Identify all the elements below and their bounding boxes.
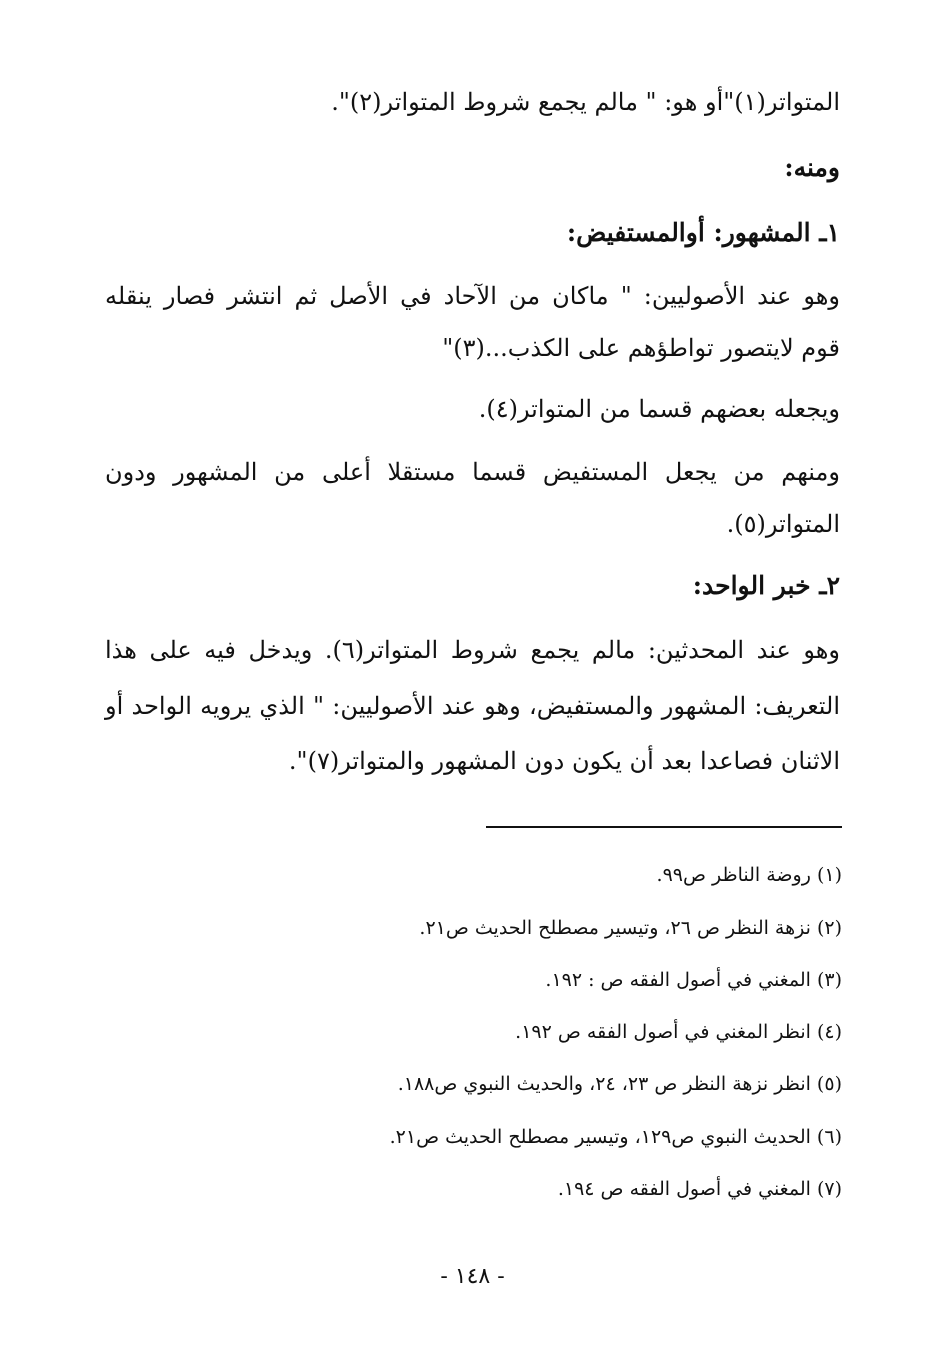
body-line-1: المتواتر(١)"أو هو: " مالم يجمع شروط المتواتر(٢)". [331,88,840,116]
heading-mashhur: ١ـ المشهور: أوالمستفيض: [566,218,840,247]
footnote-4: (٤) انظر المغني في أصول الفقه ص ١٩٢. [515,1021,842,1043]
body-line-10: وهو عند المحدثين: مالم يجمع شروط المتواتر(٦). ويدخل فيه على هذا [105,636,840,664]
body-line-5: قوم لايتصور تواطؤهم على الكذب...(٣)" [442,334,840,362]
body-line-6: ويجعله بعضهم قسما من المتواتر(٤). [478,395,840,423]
footnote-5: (٥) انظر نزهة النظر ص ٢٣، ٢٤، والحديث النبوي ص١٨٨. [397,1073,842,1095]
footnote-1: (١) روضة الناظر ص٩٩. [656,864,842,886]
footnote-3: (٣) المغني في أصول الفقه ص : ١٩٢. [545,969,842,991]
body-line-8: المتواتر(٥). [726,510,840,538]
footnote-6: (٦) الحديث النبوي ص١٢٩، وتيسير مصطلح الحديث ص٢١. [389,1126,842,1148]
footnote-2: (٢) نزهة النظر ص ٢٦، وتيسير مصطلح الحديث ص٢١. [419,917,842,939]
page-number: - ١٤٨ - [440,1264,505,1289]
body-line-11: التعريف: المشهور والمستفيض، وهو عند الأصوليين: " الذي يرويه الواحد أو [105,692,840,720]
body-line-4: وهو عند الأصوليين: " ماكان من الآحاد في الأصل ثم انتشر فصار ينقله [105,282,840,310]
section-intro-heading: ومنه: [784,153,840,182]
body-line-7: ومنهم من يجعل المستفيض قسما مستقلا أعلى من المشهور ودون [105,458,840,486]
body-line-12: الاثنان فصاعدا بعد أن يكون دون المشهور والمتواتر(٧)". [288,747,840,775]
heading-khabar-wahid: ٢ـ خبر الواحد: [692,571,840,600]
footnote-divider [486,826,842,828]
footnote-7: (٧) المغني في أصول الفقه ص ١٩٤. [557,1178,842,1200]
